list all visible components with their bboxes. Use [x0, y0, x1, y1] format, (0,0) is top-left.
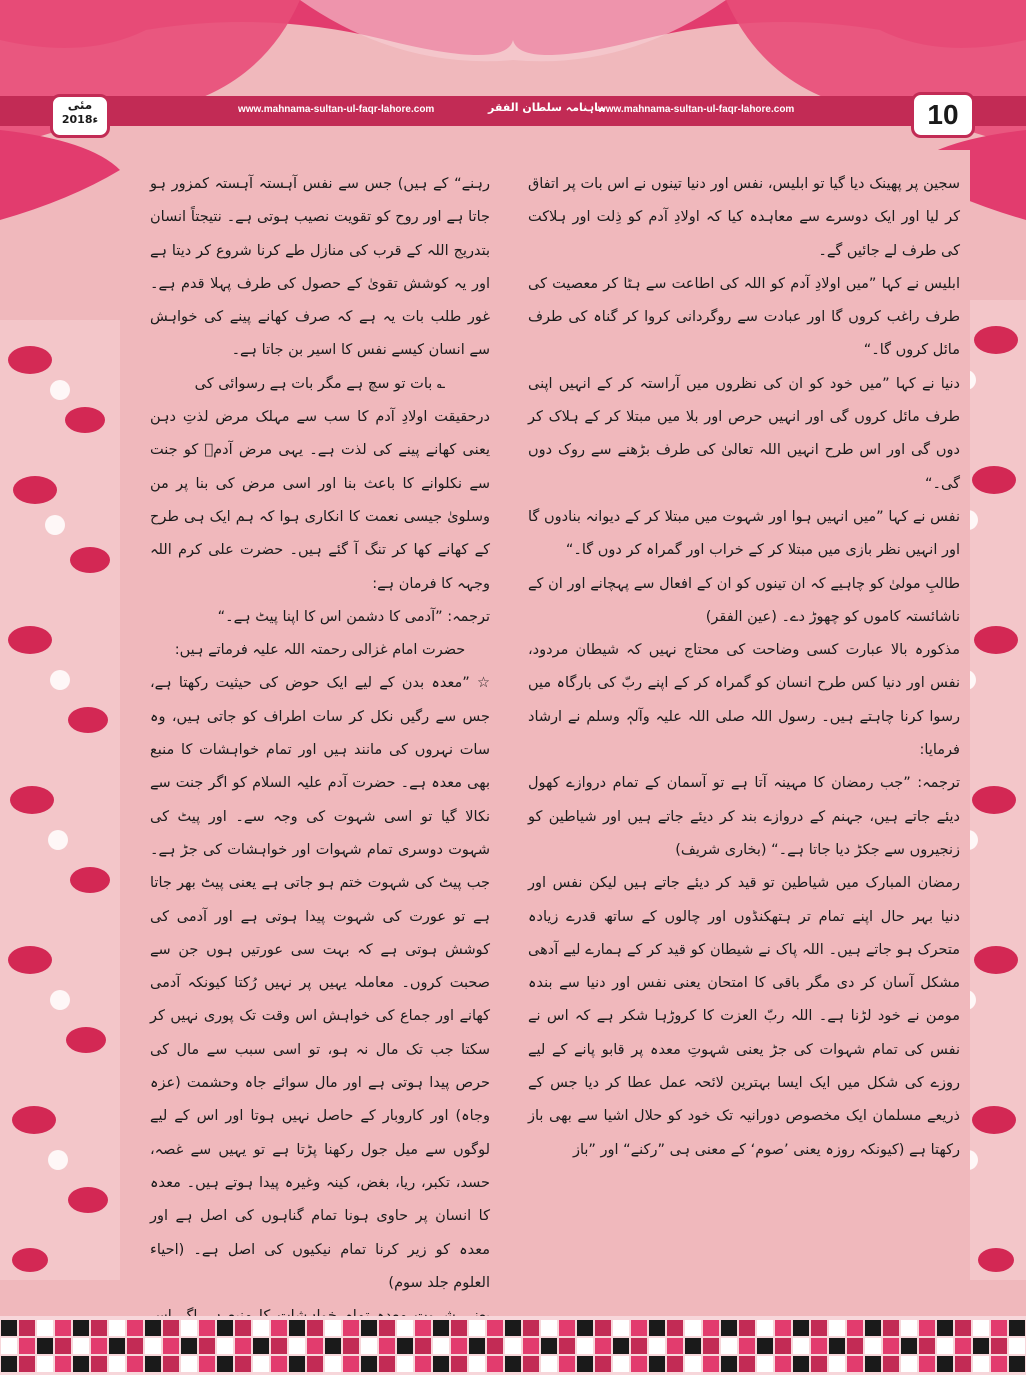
checker-square — [37, 1320, 53, 1336]
checker-square — [163, 1338, 179, 1354]
checker-square — [451, 1356, 467, 1372]
checker-square — [271, 1356, 287, 1372]
footer-checker-border — [0, 1316, 1026, 1375]
checker-square — [397, 1320, 413, 1336]
checker-square — [811, 1320, 827, 1336]
checker-square — [379, 1320, 395, 1336]
checker-square — [613, 1338, 629, 1354]
checker-square — [631, 1320, 647, 1336]
checker-square — [739, 1356, 755, 1372]
checker-square — [451, 1320, 467, 1336]
checker-square — [55, 1356, 71, 1372]
checker-square — [235, 1356, 251, 1372]
checker-square — [739, 1338, 755, 1354]
checker-square — [271, 1338, 287, 1354]
checker-square — [325, 1356, 341, 1372]
checker-square — [901, 1356, 917, 1372]
checker-square — [559, 1356, 575, 1372]
checker-square — [307, 1320, 323, 1336]
checker-square — [757, 1338, 773, 1354]
checker-square — [505, 1338, 521, 1354]
checker-square — [415, 1356, 431, 1372]
checker-square — [343, 1356, 359, 1372]
checker-square — [433, 1356, 449, 1372]
checker-square — [145, 1356, 161, 1372]
checker-square — [361, 1320, 377, 1336]
checker-square — [433, 1320, 449, 1336]
paragraph: درحقیقت اولادِ آدم کا سب سے مہلک مرض لذتِ دہن یعنی کھانے پینے کی لذت ہے۔ یہی مرض آدمؑ کو جنت سے نکلوانے کا باعث بنا اور اسی مرض کی بنا پر من وسلویٰ جیسی نعمت کا انکاری ہوا کہ ہم ایک ہی طرح کے کھانے کھا کر تنگ آ گئے ہیں۔ حضرت علی کرم اللہ وجہہ کا فرمان ہے: — [150, 409, 490, 592]
paragraph: رمضان المبارک میں شیاطین تو قید کر دیئے جاتے ہیں لیکن نفس اور دنیا بہر حال اپنے تمام تر ہتھکنڈوں اور چالوں کے ساتھ قدرے زیادہ متحرک ہو جاتے ہیں۔ اللہ پاک نے شیطان کو قید کر کے ہمارے لیے آدھی مشکل آسان کر دی مگر باقی کا امتحان یعنی نفس اور دنیا سے بندہ مومن نے خود لڑنا ہے۔ اللہ ربّ العزت کا کروڑہا شکر ہے کہ اس نے نفس کی تمام شہوات کی جڑ یعنی شہوتِ معدہ پر قابو پانے کے لیے روزے کی شکل میں ایک ایسا بہترین لائحہ عمل عطا کر دیا جس کے ذریعے مسلمان ایک مخصوص دورانیہ تک خود کو حلال اشیا سے بھی باز رکھتا ہے (کیونکہ روزہ یعنی ’صوم‘ کے معنی ہی ”رکنے“ اور ”باز — [528, 875, 960, 1158]
checker-square — [91, 1356, 107, 1372]
checker-square — [415, 1338, 431, 1354]
checker-square — [253, 1356, 269, 1372]
checker-square — [937, 1356, 953, 1372]
checker-square — [271, 1320, 287, 1336]
checker-square — [829, 1356, 845, 1372]
checker-square — [289, 1320, 305, 1336]
checker-square — [181, 1338, 197, 1354]
checker-square — [127, 1338, 143, 1354]
checker-square — [127, 1356, 143, 1372]
checker-square — [181, 1320, 197, 1336]
checker-square — [811, 1338, 827, 1354]
checker-square — [469, 1338, 485, 1354]
issue-month: مئی — [67, 98, 93, 112]
checker-square — [775, 1320, 791, 1336]
checker-square — [289, 1356, 305, 1372]
checker-square — [379, 1356, 395, 1372]
checker-square — [595, 1320, 611, 1336]
page-number: 10 — [911, 92, 975, 138]
checker-square — [55, 1320, 71, 1336]
checker-square — [397, 1338, 413, 1354]
checker-square — [721, 1320, 737, 1336]
checker-square — [289, 1338, 305, 1354]
checker-square — [991, 1320, 1007, 1336]
checker-square — [883, 1338, 899, 1354]
checker-square — [343, 1320, 359, 1336]
checker-square — [127, 1320, 143, 1336]
checker-square — [541, 1338, 557, 1354]
paragraph: سجین پر پھینک دیا گیا تو ابلیس، نفس اور دنیا تینوں نے اس بات پر اتفاق کر لیا اور ایک دوسرے سے معاہدہ کیا کہ اولادِ آدم کو ذِلت اور ہلاکت کی طرف لے جائیں گے۔ — [528, 176, 960, 259]
checker-square — [955, 1356, 971, 1372]
checker-square — [199, 1356, 215, 1372]
checker-square — [937, 1320, 953, 1336]
checker-square — [253, 1320, 269, 1336]
checker-square — [235, 1320, 251, 1336]
checker-square — [955, 1320, 971, 1336]
checker-square — [559, 1338, 575, 1354]
checker-square — [487, 1356, 503, 1372]
checker-square — [91, 1320, 107, 1336]
checker-square — [91, 1338, 107, 1354]
paragraph: نفس نے کہا ”میں انہیں ہوا اور شہوت میں مبتلا کر کے دیوانہ بنادوں گا اور انہیں نظر بازی میں مبتلا کر کے خراب اور گمراہ کر دوں گا۔“ — [528, 508, 960, 559]
checker-square — [145, 1338, 161, 1354]
checker-square — [973, 1338, 989, 1354]
checker-square — [469, 1320, 485, 1336]
checker-square — [559, 1320, 575, 1336]
checker-square — [703, 1320, 719, 1336]
checker-square — [811, 1356, 827, 1372]
checker-square — [667, 1338, 683, 1354]
checker-square — [649, 1356, 665, 1372]
checker-square — [757, 1356, 773, 1372]
checker-square — [1, 1356, 17, 1372]
checker-square — [775, 1338, 791, 1354]
checker-square — [541, 1356, 557, 1372]
issue-year: 2018ء — [61, 113, 99, 126]
checker-square — [973, 1356, 989, 1372]
paragraph: ترجمہ: ”جب رمضان کا مہینہ آتا ہے تو آسمان کے تمام دروازے کھول دیئے جاتے ہیں، جہنم کے دروازے بند کر دیئے جاتے ہیں اور شیاطین کو زنجیروں سے جکڑ دیا جاتا ہے۔“ (بخاری شریف) — [528, 775, 960, 858]
checker-square — [163, 1320, 179, 1336]
checker-square — [793, 1320, 809, 1336]
checker-square — [955, 1338, 971, 1354]
checker-square — [325, 1338, 341, 1354]
checker-square — [73, 1356, 89, 1372]
paragraph: دنیا نے کہا ”میں خود کو ان کی نظروں میں آراستہ کر کے انہیں اپنی طرف مائل کروں گی اور انہیں حرص اور بلا میں مبتلا کر کے ہلاک کر دوں گی اور اس طرح انہیں اللہ تعالیٰ کی طرف بڑھنے سے روک دوں گی۔“ — [528, 375, 960, 492]
checker-square — [1, 1338, 17, 1354]
paragraph: حضرت امام غزالی رحمتہ اللہ علیہ فرماتے ہیں: — [174, 642, 466, 659]
checker-square — [649, 1338, 665, 1354]
checker-square — [145, 1320, 161, 1336]
checker-square — [577, 1338, 593, 1354]
checker-square — [685, 1338, 701, 1354]
checker-square — [775, 1356, 791, 1372]
checker-square — [1009, 1338, 1025, 1354]
checker-square — [235, 1338, 251, 1354]
checker-square — [523, 1356, 539, 1372]
checker-square — [37, 1338, 53, 1354]
checker-square — [379, 1338, 395, 1354]
checker-square — [919, 1320, 935, 1336]
checker-square — [73, 1320, 89, 1336]
checker-square — [613, 1320, 629, 1336]
checker-square — [595, 1356, 611, 1372]
checker-square — [919, 1356, 935, 1372]
checker-square — [757, 1320, 773, 1336]
paragraph: مذکورہ بالا عبارت کسی وضاحت کی محتاج نہیں کہ شیطان مردود، نفس اور دنیا کس طرح انسان کو گمراہ کر کے اپنے ربّ کی بارگاہ میں رسوا کرنا چاہتے ہیں۔ رسول اللہ صلی اللہ علیہ وآلہٖ وسلم نے ارشاد فرمایا: — [528, 642, 960, 759]
checker-square — [253, 1338, 269, 1354]
checker-square — [19, 1320, 35, 1336]
checker-square — [685, 1320, 701, 1336]
checker-square — [163, 1356, 179, 1372]
checker-square — [325, 1320, 341, 1336]
checker-square — [541, 1320, 557, 1336]
website-url-left[interactable]: www.mahnama-sultan-ul-faqr-lahore.com — [238, 104, 435, 115]
checker-square — [343, 1338, 359, 1354]
issue-date-badge — [50, 94, 110, 138]
checker-square — [685, 1356, 701, 1372]
checker-square — [721, 1338, 737, 1354]
checker-square — [631, 1356, 647, 1372]
checker-square — [793, 1338, 809, 1354]
checker-square — [667, 1320, 683, 1336]
checker-square — [577, 1356, 593, 1372]
checker-square — [505, 1320, 521, 1336]
checker-square — [217, 1320, 233, 1336]
checker-square — [973, 1320, 989, 1336]
checker-square — [883, 1320, 899, 1336]
checker-square — [865, 1338, 881, 1354]
checker-square — [469, 1356, 485, 1372]
checker-square — [901, 1320, 917, 1336]
checker-square — [19, 1356, 35, 1372]
paragraph: ترجمہ: ”آدمی کا دشمن اس کا اپنا پیٹ ہے۔“ — [217, 608, 490, 625]
checker-square — [577, 1320, 593, 1336]
checker-square — [37, 1356, 53, 1372]
article-column-left — [150, 168, 490, 1367]
checker-square — [487, 1320, 503, 1336]
checker-square — [181, 1356, 197, 1372]
checker-square — [991, 1338, 1007, 1354]
checker-square — [109, 1356, 125, 1372]
paragraph: رہنے“ کے ہیں) جس سے نفس آہستہ آہستہ کمزور ہو جاتا ہے اور روح کو تقویت نصیب ہوتی ہے۔ نتیجتاً انسان بتدریج اللہ کے قرب کی منازل طے کرنا شروع کر دیتا ہے اور یہ کوشش تقویٰ کے حصول کی طرف پہلا قدم ہے۔ غور طلب بات یہ ہے کہ صرف کھانے پینے کی خواہش سے انسان کیسے نفس کا اسیر بن جاتا ہے۔ — [150, 176, 490, 359]
website-url-right[interactable]: www.mahnama-sultan-ul-faqr-lahore.com — [598, 104, 795, 115]
checker-square — [361, 1356, 377, 1372]
checker-square — [847, 1320, 863, 1336]
checker-square — [73, 1338, 89, 1354]
checker-square — [631, 1338, 647, 1354]
paragraph: ابلیس نے کہا ”میں اولادِ آدم کو اللہ کی اطاعت سے ہٹا کر معصیت کی طرف راغب کروں گا اور عبادت سے روگردانی کروا کر گناہ کی طرف مائل کروں گا۔“ — [528, 275, 960, 359]
checker-square — [793, 1356, 809, 1372]
paragraph: ☆ ”معدہ بدن کے لیے ایک حوض کی حیثیت رکھتا ہے، جس سے رگیں نکل کر سات اطراف کو جاتی ہیں، وہ سات نہروں کی مانند ہیں اور تمام خواہشات کا منبع بھی معدہ ہے۔ حضرت آدم علیہ السلام کو اگر جنت سے نکالا گیا تو اسی شہوت کی وجہ سے۔ اور پیٹ کی شہوت دوسری تمام شہوات اور خواہشات کی جڑ ہے۔ جب پیٹ کی شہوت ختم ہو جاتی ہے یعنی پیٹ بھر جاتا ہے تو عورت کی شہوت پیدا ہوتی ہے اور آدمی کی کوشش ہوتی ہے کہ بہت سی عورتیں ہوں جن سے صحبت کروں۔ معاملہ یہیں پر نہیں رُکتا کیونکہ آدمی کھانے اور جماع کی خواہش اس وقت تک پوری نہیں کر سکتا جب تک مال نہ ہو، تو اسی سبب سے مال کی حرص پیدا ہوتی ہے اور مال سوائے جاہ وحشمت (عزہ وجاہ) اور کاروبار کے حاصل نہیں ہوتا اور اس کے لیے لوگوں سے میل جول رکھنا پڑتا ہے تو یہیں سے غصہ، حسد، تکبر، ریا، بغض، کینہ وغیرہ پیدا ہوتے ہیں۔ معدہ کا انسان پر حاوی ہونا تمام گناہوں کی اصل ہے اور معدہ کو زیر کرنا تمام نیکیوں کی اصل ہے۔ (احیاء العلوم جلد سوم) — [150, 675, 490, 1291]
checker-square — [523, 1338, 539, 1354]
checker-square — [19, 1338, 35, 1354]
checker-square — [703, 1338, 719, 1354]
poetry-line: ؎ بات تو سچ ہے مگر بات ہے رسوائی کی — [194, 375, 446, 392]
checker-square — [721, 1356, 737, 1372]
left-paisley-border — [0, 320, 120, 1280]
checker-square — [847, 1356, 863, 1372]
checker-square — [199, 1320, 215, 1336]
checker-square — [865, 1356, 881, 1372]
checker-square — [865, 1320, 881, 1336]
checker-square — [703, 1356, 719, 1372]
checker-square — [307, 1338, 323, 1354]
checker-square — [523, 1320, 539, 1336]
checker-square — [109, 1338, 125, 1354]
checker-square — [217, 1356, 233, 1372]
checker-square — [847, 1338, 863, 1354]
checker-square — [1009, 1356, 1025, 1372]
checker-square — [1009, 1320, 1025, 1336]
checker-square — [667, 1356, 683, 1372]
checker-square — [217, 1338, 233, 1354]
checker-square — [487, 1338, 503, 1354]
checker-square — [1, 1320, 17, 1336]
checker-square — [451, 1338, 467, 1354]
checker-square — [613, 1356, 629, 1372]
checker-square — [739, 1320, 755, 1336]
article-column-right — [528, 168, 960, 1167]
paragraph: طالبِ مولیٰ کو چاہیے کہ ان تینوں کو ان کے افعال سے پہچانے اور ان کے ناشائستہ کاموں کو چھوڑ دے۔ (عین الفقر) — [528, 575, 960, 625]
checker-square — [595, 1338, 611, 1354]
checker-square — [109, 1320, 125, 1336]
checker-square — [433, 1338, 449, 1354]
checker-square — [991, 1356, 1007, 1372]
magazine-logo: ماہنامہ سلطان الفقر — [488, 101, 606, 114]
checker-square — [937, 1338, 953, 1354]
checker-square — [307, 1356, 323, 1372]
checker-square — [361, 1338, 377, 1354]
checker-square — [199, 1338, 215, 1354]
checker-square — [397, 1356, 413, 1372]
checker-square — [829, 1338, 845, 1354]
checker-square — [505, 1356, 521, 1372]
checker-square — [901, 1338, 917, 1354]
checker-square — [829, 1320, 845, 1336]
checker-square — [649, 1320, 665, 1336]
checker-square — [415, 1320, 431, 1336]
checker-square — [55, 1338, 71, 1354]
checker-square — [883, 1356, 899, 1372]
checker-square — [919, 1338, 935, 1354]
